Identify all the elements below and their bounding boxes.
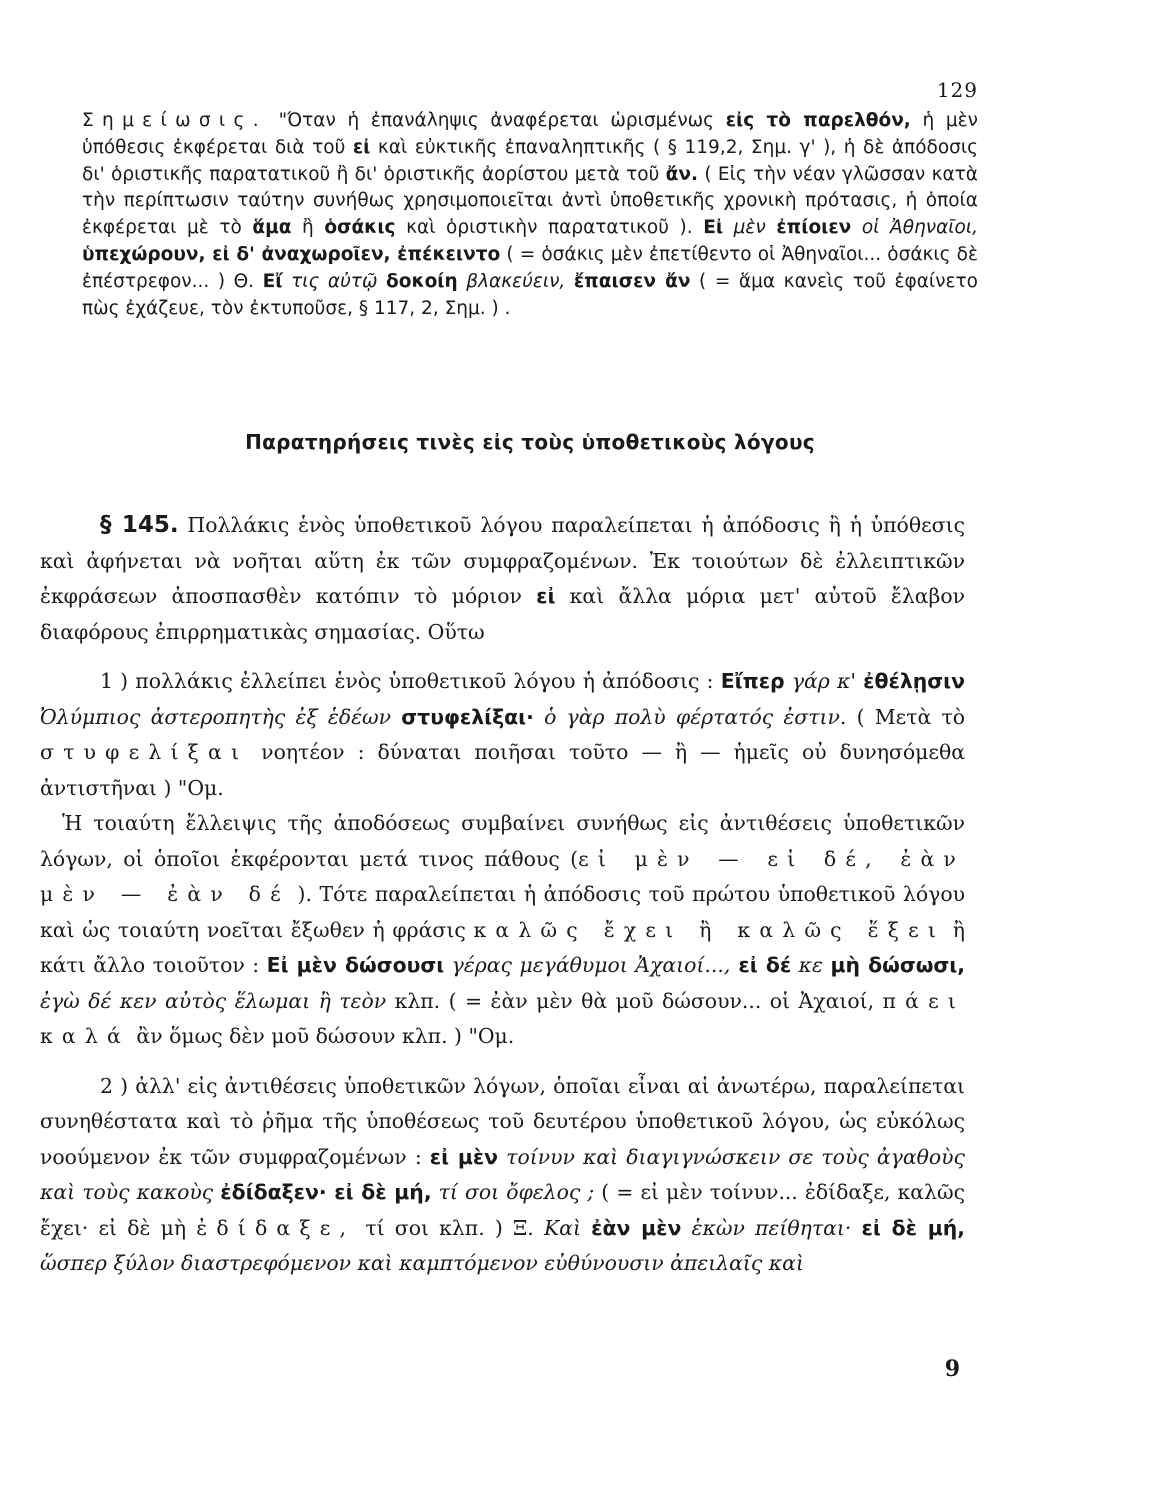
- section-heading: Παρατηρήσεις τινὲς εἰς τοὺς ὑποθετικοὺς λόγους: [245, 430, 815, 454]
- section-paragraph: § 145. Πολλάκις ἑνὸς ὑποθετικοῦ λόγου παραλείπεται ἡ ἀπόδοσις ἢ ἡ ὑπόθεσις καὶ ἀφήνεται νὰ νοῆται αὕτη ἐκ τῶν συμφραζομένων. Ἐκ τοιούτων δὲ ἐλλειπτικῶν ἐκφράσεων ἀποσπασθὲν κατόπιν τὸ μόριον εἰ καὶ ἄλλα μόρια μετ' αὐτοῦ ἔλαβον διαφόρους ἐπιρρηματικὰς σημασίας. Οὕτω: [40, 512, 966, 644]
- note-paragraph: Σημείωσις. "Όταν ἡ ἐπανάληψις ἀναφέρεται ὡρισμένως εἰς τὸ παρελθόν, ἡ μὲν ὑπόθεσις ἐκφέρεται διὰ τοῦ εἰ καὶ εὐκτικῆς ἐπαναληπτικῆς ( § 119,2, Σημ. γ' ), ἡ δὲ ἀπόδοσις δι' ὁριστικῆς παρατατικοῦ ἢ δι' ὁριστικῆς ἀορίστου μετὰ τοῦ ἄν. ( Εἰς τὴν νέαν γλῶσσαν κατὰ τὴν περίπτωσιν ταύτην συνήθως χρησιμοποιεῖται ἀντὶ ὑποθετικῆς χρονικὴ πρότασις, ἡ ὁποία ἐκφέρεται μὲ τὸ ἅμα ἢ ὁσάκις καὶ ὁριστικὴν παρατατικοῦ ). Εἰ μὲν ἐπίοιεν οἱ Ἀθηναῖοι, ὑπεχώρουν, εἰ δ' ἀναχωροῖεν, ἐπέκειντο ( = ὁσάκις μὲν ἐπετίθεντο οἱ Ἀθηναῖοι... ὁσάκις δὲ ἐπέστρεφον... ) Θ. Εἴ τις αὐτῷ δοκοίη βλακεύειν, ἔπαισεν ἄν ( = ἅμα κανεὶς τοῦ ἐφαίνετο πὼς ἐχάζευε, τὸν ἐκτυποῦσε, § 117, 2, Σημ. ) .: [82, 110, 979, 319]
- item-1b-paragraph: Ἡ τοιαύτη ἔλλειψις τῆς ἀποδόσεως συμβαίνει συνήθως εἰς ἀντιθέσεις ὑποθετικῶν λόγων, οἱ ὁποῖοι ἐκφέρονται μετά τινος πάθους (εἰ μὲν — εἰ δέ, ἐὰν μὲν — ἐὰν δέ ). Τότε παραλείπεται ἡ ἀπόδοσις τοῦ πρώτου ὑποθετικοῦ λόγου καὶ ὡς τοιαύτη νοεῖται ἔξωθεν ἡ φράσις καλῶς ἔχει ἢ καλῶς ἕξει ἢ κάτι ἄλλο τοιοῦτον : Εἰ μὲν δώσουσι γέρας μεγάθυμοι Ἀχαιοί..., εἰ δέ κε μὴ δώσωσι, ἐγὼ δέ κεν αὐτὸς ἕλωμαι ἢ τεὸν κλπ. ( = ἐὰν μὲν θὰ μοῦ δώσουν... οἱ Ἀχαιοί, πάει καλά ἂν ὅμως δὲν μοῦ δώσουν κλπ. ) "Ομ.: [40, 811, 966, 1048]
- note-label: Σημείωσις.: [82, 110, 267, 131]
- signature-mark: 9: [944, 1356, 960, 1382]
- item-2-paragraph: 2 ) ἀλλ' εἰς ἀντιθέσεις ὑποθετικῶν λόγων, ὁποῖαι εἶναι αἱ ἀνωτέρω, παραλείπεται συνηθέστατα καὶ τὸ ῥῆμα τῆς ὑποθέσεως τοῦ δευτέρου ὑποθετικοῦ λόγου, ὡς εὐκόλως νοούμενον ἐκ τῶν συμφραζομένων : εἰ μὲν τοίνυν καὶ διαγιγνώσκειν σε τοὺς ἀγαθοὺς καὶ τοὺς κακοὺς ἐδίδαξεν· εἰ δὲ μή, τί σοι ὄφελος ; ( = εἰ μὲν τοίνυν... ἐδίδαξε, καλῶς ἔχει· εἰ δὲ μὴ ἐδίδαξε, τί σοι κλπ. ) Ξ. Καὶ ἐὰν μὲν ἑκὼν πείθηται· εἰ δὲ μή, ὥσπερ ξύλον διαστρεφόμενον καὶ καμπτόμενον εὐθύνουσιν ἀπειλαῖς καὶ: [40, 1073, 966, 1275]
- section-number: § 145.: [100, 512, 179, 538]
- main-text: [40, 508, 965, 1282]
- page-number: 129: [936, 78, 978, 102]
- item-1-paragraph: 1 ) πολλάκις ἐλλείπει ἑνὸς ὑποθετικοῦ λόγου ἡ ἀπόδοσις : Εἴπερ γάρ κ' ἐθέλῃσιν Ὀλύμπιος ἀστεροπητὴς ἐξ ἑδέων στυφελίξαι· ὁ γὰρ πολὺ φέρτατός ἐστιν. ( Μετὰ τὸ στυφελίξαι νοητέον : δύναται ποιῆσαι τοῦτο — ἢ — ἡμεῖς οὐ δυνησόμεθα ἀντιστῆναι ) "Ομ.: [40, 669, 966, 800]
